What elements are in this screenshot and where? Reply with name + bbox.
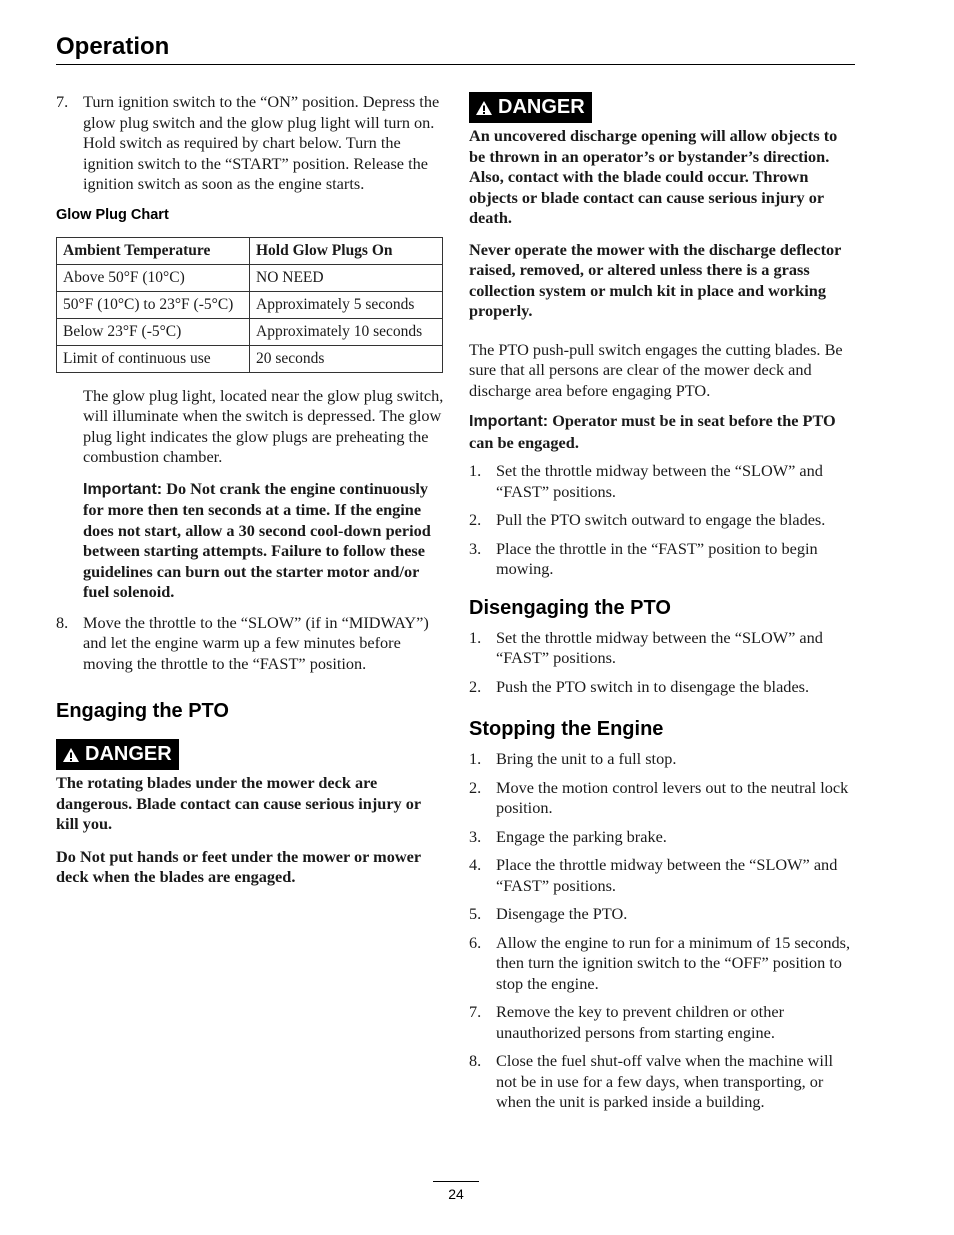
list-item bbox=[469, 749, 857, 770]
stop-steps-list bbox=[469, 749, 857, 1113]
list-item bbox=[469, 510, 857, 531]
step-number: 1. bbox=[469, 461, 482, 480]
important-label: Important: bbox=[469, 413, 549, 430]
step-text: Place the throttle in the “FAST” position to begin mowing. bbox=[496, 538, 818, 578]
right-column bbox=[469, 92, 857, 1121]
table-header-row bbox=[57, 237, 443, 264]
danger-paragraph: An uncovered discharge opening will allow objects to be thrown in an operator’s or bystander’s direction. Also, contact with the blade could occur. Thrown objects or blade contact can cause serious injury or death. bbox=[469, 126, 838, 227]
list-item bbox=[469, 1002, 857, 1043]
page-title: Operation bbox=[56, 33, 170, 60]
pto-paragraph: The PTO push-pull switch engages the cutting blades. Be sure that all persons are clear of the mower deck and discharge area before engaging PTO. bbox=[469, 339, 843, 400]
table-cell: 50°F (10°C) to 23°F (-5°C) bbox=[57, 291, 250, 318]
list-item bbox=[469, 677, 857, 698]
page-number: 24 bbox=[448, 1186, 464, 1202]
engaging-pto-heading: Engaging the PTO bbox=[56, 700, 229, 722]
step-text: Engage the parking brake. bbox=[496, 826, 667, 846]
step-number: 2. bbox=[469, 676, 482, 696]
table-row bbox=[57, 318, 443, 345]
danger-paragraph: The rotating blades under the mower deck are dangerous. Blade contact can cause serious injury or kill you. bbox=[56, 773, 421, 833]
table-cell: Below 23°F (-5°C) bbox=[57, 318, 250, 345]
disengaging-pto-heading: Disengaging the PTO bbox=[469, 596, 671, 619]
step-text: Set the throttle midway between the “SLOW” and “FAST” positions. bbox=[496, 627, 823, 667]
step-number: 8. bbox=[56, 612, 69, 632]
danger-label: DANGER bbox=[85, 743, 172, 765]
list-item bbox=[469, 827, 857, 848]
table-header-cell: Ambient Temperature bbox=[57, 237, 250, 264]
important-text: Do Not crank the engine continuously for more then ten seconds at a time. If the engine does not start, allow a 30 second cool-down period between starting attempts. Failure to follow these guidelines can burn out the starter motor and/or fuel solenoid. bbox=[83, 478, 431, 601]
danger-label: DANGER bbox=[498, 96, 585, 118]
table-cell: 20 seconds bbox=[250, 345, 443, 372]
list-item bbox=[469, 855, 857, 896]
important-text: Operator must be in seat before the PTO can be engaged. bbox=[469, 411, 836, 452]
danger-banner bbox=[56, 739, 444, 770]
step-number: 3. bbox=[469, 826, 482, 846]
step-text: Disengage the PTO. bbox=[496, 904, 628, 923]
left-column bbox=[56, 92, 444, 888]
step-number: 2. bbox=[469, 777, 482, 797]
warning-triangle-icon bbox=[475, 100, 493, 116]
danger-paragraph: Do Not put hands or feet under the mower or mower deck when the blades are engaged. bbox=[56, 846, 421, 886]
step-8 bbox=[56, 613, 444, 675]
step-number: 3. bbox=[469, 538, 482, 558]
list-item bbox=[469, 778, 857, 819]
step-number: 6. bbox=[469, 932, 482, 952]
step-text: Set the throttle midway between the “SLOW” and “FAST” positions. bbox=[496, 461, 823, 501]
step-number: 2. bbox=[469, 510, 482, 529]
glow-plug-chart bbox=[56, 237, 443, 373]
step-text: Bring the unit to a full stop. bbox=[496, 749, 677, 768]
footer-rule bbox=[433, 1181, 479, 1182]
table-cell: Above 50°F (10°C) bbox=[57, 264, 250, 291]
list-item bbox=[469, 539, 857, 580]
step-text: Turn ignition switch to the “ON” position. Depress the glow plug switch and the glow plug light will turn on. Hold switch as required by chart below. Turn the ignition switch to the “START” position. Release the ignition switch as soon as the engine starts. bbox=[83, 92, 440, 193]
step-text: Move the motion control levers out to the neutral lock position. bbox=[496, 777, 849, 817]
danger-label-box bbox=[56, 739, 179, 770]
step-number: 4. bbox=[469, 855, 482, 874]
table-cell: Limit of continuous use bbox=[57, 345, 250, 372]
step-number: 1. bbox=[469, 627, 482, 647]
list-item bbox=[469, 933, 857, 995]
step-number: 5. bbox=[469, 904, 482, 923]
header-rule bbox=[56, 64, 855, 65]
list-item bbox=[469, 904, 857, 925]
step-number: 8. bbox=[469, 1051, 482, 1070]
list-item bbox=[469, 1051, 857, 1113]
list-item bbox=[469, 628, 857, 669]
table-row bbox=[57, 264, 443, 291]
step-text: Remove the key to prevent children or other unauthorized persons from starting engine. bbox=[496, 1002, 784, 1042]
important-note bbox=[56, 479, 444, 603]
table-cell: Approximately 10 seconds bbox=[250, 318, 443, 345]
stopping-engine-heading: Stopping the Engine bbox=[469, 718, 664, 740]
glow-plug-chart-label: Glow Plug Chart bbox=[56, 206, 169, 223]
table-cell: NO NEED bbox=[250, 264, 443, 291]
important-label: Important: bbox=[83, 480, 163, 498]
step-text: Place the throttle midway between the “SLOW” and “FAST” positions. bbox=[496, 855, 838, 895]
table-row bbox=[57, 291, 443, 318]
danger-banner bbox=[469, 92, 857, 123]
danger-paragraph: Never operate the mower with the discharge deflector raised, removed, or altered unless there is a grass collection system or mulch kit in place and working properly. bbox=[469, 239, 842, 320]
step-text: Move the throttle to the “SLOW” (if in “MIDWAY”) and let the engine warm up a few minutes before moving the throttle to the “FAST” position. bbox=[83, 612, 429, 673]
disengage-steps-list bbox=[469, 628, 857, 698]
step-number: 7. bbox=[56, 92, 69, 111]
table-header-cell: Hold Glow Plugs On bbox=[250, 237, 443, 264]
glow-plug-paragraph: The glow plug light, located near the glow plug switch, will illuminate when the switch is depressed. The glow plug light indicates the glow plugs are preheating the combustion chamber. bbox=[83, 385, 444, 466]
step-7 bbox=[56, 92, 444, 195]
step-text: Pull the PTO switch outward to engage the blades. bbox=[496, 510, 826, 529]
important-note bbox=[469, 411, 857, 453]
step-number: 1. bbox=[469, 749, 482, 768]
engage-steps-list bbox=[469, 461, 857, 580]
list-item bbox=[469, 461, 857, 502]
warning-triangle-icon bbox=[62, 747, 80, 763]
step-number: 7. bbox=[469, 1002, 482, 1021]
danger-label-box bbox=[469, 92, 592, 123]
step-text: Close the fuel shut-off valve when the machine will not be in use for a few days, when transporting, or when the unit is parked inside a building. bbox=[496, 1051, 833, 1111]
step-text: Push the PTO switch in to disengage the blades. bbox=[496, 676, 810, 696]
step-text: Allow the engine to run for a minimum of 15 seconds, then turn the ignition switch to the “OFF” position to stop the engine. bbox=[496, 932, 851, 993]
table-cell: Approximately 5 seconds bbox=[250, 291, 443, 318]
table-row bbox=[57, 345, 443, 372]
